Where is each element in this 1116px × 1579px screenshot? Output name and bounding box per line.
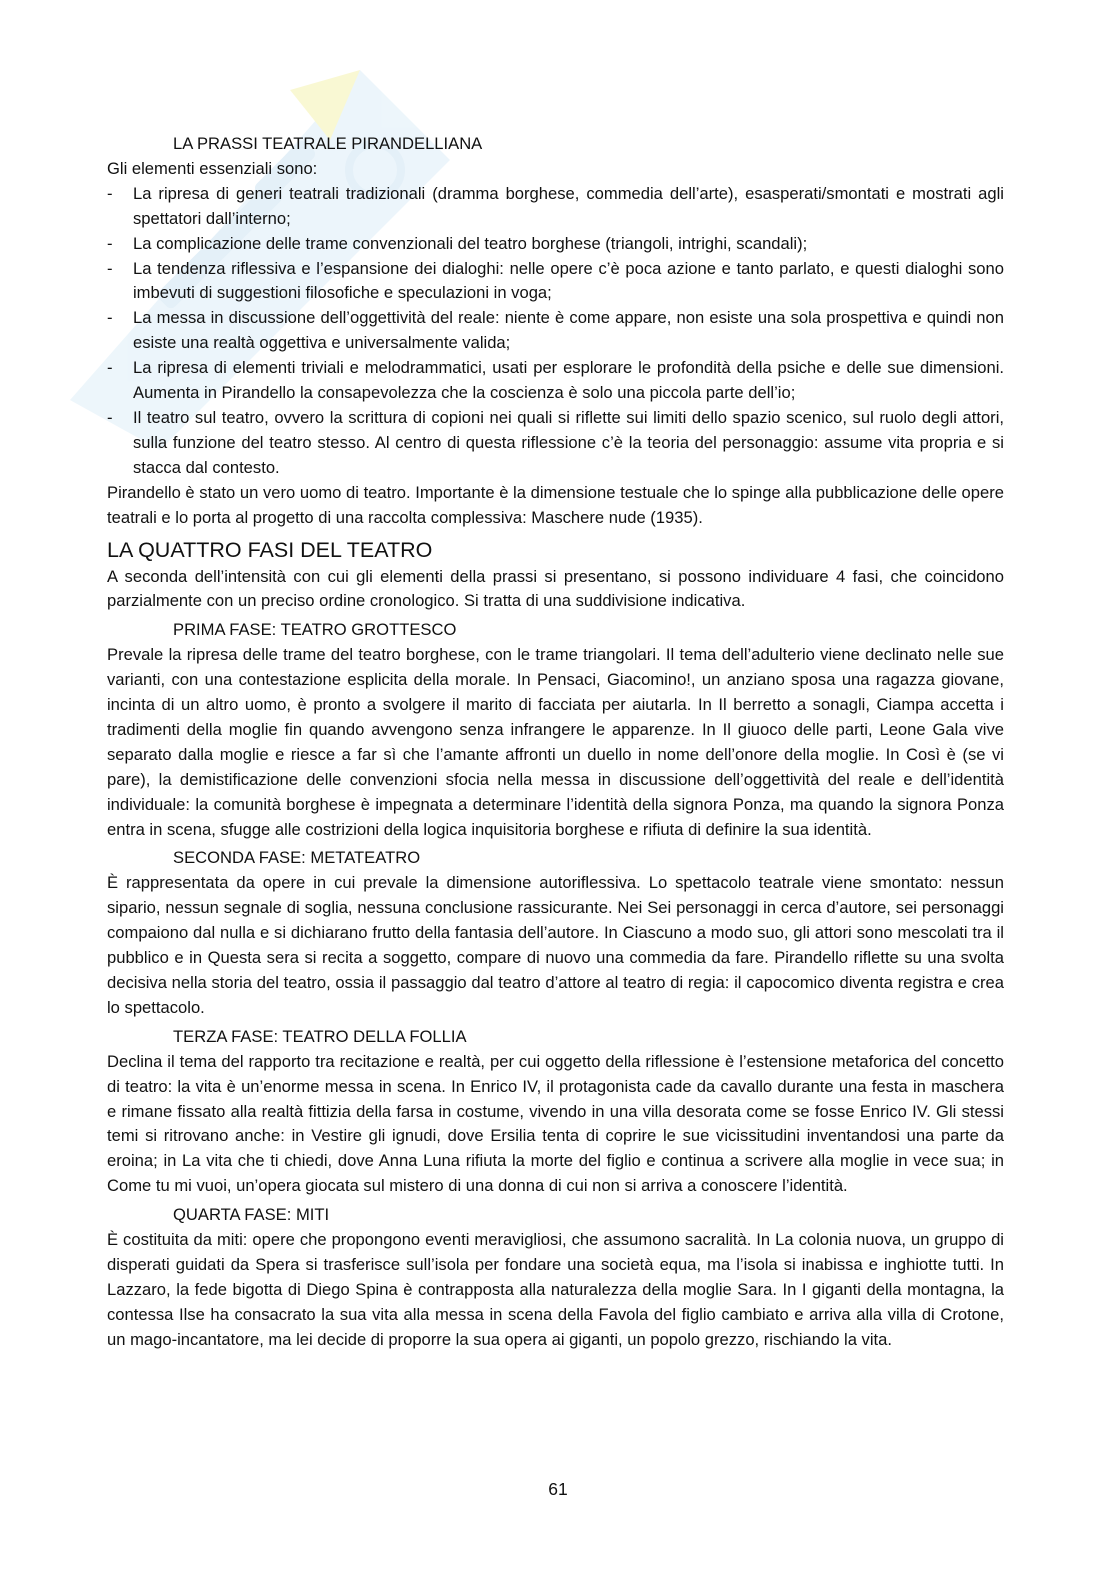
- paragraph-quarta-fase: È costituita da miti: opere che propongono eventi meravigliosi, che assumono sacralità. In La colonia nuova, un gruppo di disperati guidati da Spera si trasferisce sull’isola per fondare una società equa, ma l’isola si inabissa e inghiotte tutti. In Lazzaro, la fede bigotta di Diego Spina è contrapposta alla naturalezza della moglie Sara. In I giganti della montagna, la contessa Ilse ha consacrato la sua vita alla messa in scena della Favola del figlio cambiato e arriva alla villa di Crotone, un mago-incantatore, ma lei decide di proporre la sua opera ai giganti, un popolo grezzo, rischiando la vita.: [107, 1230, 1004, 1349]
- prassi-closing: Pirandello è stato un vero uomo di teatro. Importante è la dimensione testuale che lo spinge alla pubblicazione delle opere teatrali e lo porta al progetto di una raccolta complessiva: Maschere nude (1935).: [107, 482, 1004, 527]
- subhead-seconda-fase: SECONDA FASE: METATEATRO: [173, 848, 421, 868]
- section-title-prassi: LA PRASSI TEATRALE PIRANDELLIANA: [173, 134, 483, 153]
- subhead-prima-fase: PRIMA FASE: TEATRO GROTTESCO: [173, 620, 457, 640]
- list-item: - La ripresa di generi teatrali tradizionali (dramma borghese, commedia dell’arte), esasperati/smontati e mostrati agli spettatori dall’interno;: [107, 182, 1004, 232]
- list-item: - Il teatro sul teatro, ovvero la scrittura di copioni nei quali si riflette sui limiti dello spazio scenico, sul ruolo degli attori, sulla funzione del teatro stesso. Al centro di questa riflessione c’è la teoria del personaggio: assume vita propria e si stacca dal contesto.: [107, 406, 1004, 481]
- subhead-terza-fase: TERZA FASE: TEATRO DELLA FOLLIA: [173, 1026, 467, 1046]
- list-item: - La messa in discussione dell’oggettività del reale: niente è come appare, non esiste una sola prospettiva e quindi non esiste una realtà oggettiva e universalmente valida;: [107, 306, 1004, 356]
- watermark-accent: [290, 70, 360, 140]
- list-item: - La complicazione delle trame convenzionali del teatro borghese (triangoli, intrighi, scandali);: [107, 232, 1004, 257]
- paragraph-terza-fase: Declina il tema del rapporto tra recitazione e realtà, per cui oggetto della riflessione è l’estensione metaforica del concetto di teatro: la vita è un’enorme messa in scena. In Enrico IV, il protagonista cade da cavallo durante una festa in maschera e rimane fissato alla realtà fittizia della farsa in costume, vivendo in una villa desorata come se fosse Enrico IV. Gli stessi temi si ritrovano anche: in Vestire gli ignudi, dove Ersilia tenta di coprire le sue vicissitudini inventandosi una parte da eroina; in La vita che ti chiedi, dove Anna Luna rifiuta la morte del figlio e continua a scrivere alla moglie in vece sua; in Come tu mi vuoi, un’opera giocata sul mistero di una donna di cui non si arriva a conoscere l’identità.: [107, 1051, 1004, 1196]
- list-item: - La tendenza riflessiva e l’espansione dei dialoghi: nelle opere c’è poca azione e tanto parlato, e questi dialoghi sono imbevuti di suggestioni filosofiche e speculazioni in voga;: [107, 257, 1004, 307]
- page-number: 61: [548, 1479, 568, 1499]
- list-item: - La ripresa di elementi triviali e melodrammatici, usati per esplorare le profondità della psiche e delle sue dimensioni. Aumenta in Pirandello la consapevolezza che la coscienza è solo una piccola parte dell’io;: [107, 356, 1004, 406]
- prassi-list: [107, 182, 1004, 481]
- prassi-intro: Gli elementi essenziali sono:: [107, 158, 318, 178]
- paragraph-prima-fase: Prevale la ripresa delle trame del teatro borghese, con le trame triangolari. Il tema dell’adulterio viene declinato nelle sue varianti, con una contestazione esplicita della morale. In Pensaci, Giacomino!, un anziano sposa una ragazza giovane, incinta di un altro uomo, è pronto a svolgere il marito di facciata per aiutarla. In Il berretto a sonagli, Ciampa accetta i tradimenti della moglie fin quando avvengono senza infrangere le apparenze. In Il giuoco delle parti, Leone Gala vive separato dalla moglie e riesce a far sì che l’amante affronti un duello in nome dell’onore della moglie. In Così è (se vi pare), la demistificazione delle convenzioni sfocia nella messa in discussione dell’oggettività del reale e dell’identità individuale: la comunità borghese è impegnata a determinare l’identità della signora Ponza, ma quando la signora Ponza entra in scena, sfugge alle costrizioni della logica inquisitoria borghese e rifiuta di definire la sua identità.: [107, 645, 1004, 839]
- heading-fasi: LA QUATTRO FASI DEL TEATRO: [107, 537, 433, 562]
- fasi-intro: A seconda dell’intensità con cui gli elementi della prassi si presentano, si possono individuare 4 fasi, che coincidono parzialmente con un preciso ordine cronologico. Si tratta di una suddivisione indicativa.: [107, 566, 1004, 611]
- document-page: [107, 132, 1004, 1353]
- paragraph-seconda-fase: È rappresentata da opere in cui prevale la dimensione autoriflessiva. Lo spettacolo teatrale viene smontato: nessun sipario, nessun segnale di soglia, nessuna conclusione rassicurante. Nei Sei personaggi in cerca d’autore, sei personaggi compaiono dal nulla e si dichiarano frutto della fantasia dell’autore. In Ciascuno a modo suo, gli attori sono mescolati tra il pubblico e in Questa sera si recita a soggetto, compare di nuovo una commedia da fare. Pirandello riflette su una svolta decisiva nella storia del teatro, ossia il passaggio dal teatro d’attore al teatro di regia: il capocomico diventa registra e crea lo spettacolo.: [107, 873, 1004, 1017]
- subhead-quarta-fase: QUARTA FASE: MITI: [173, 1205, 330, 1225]
